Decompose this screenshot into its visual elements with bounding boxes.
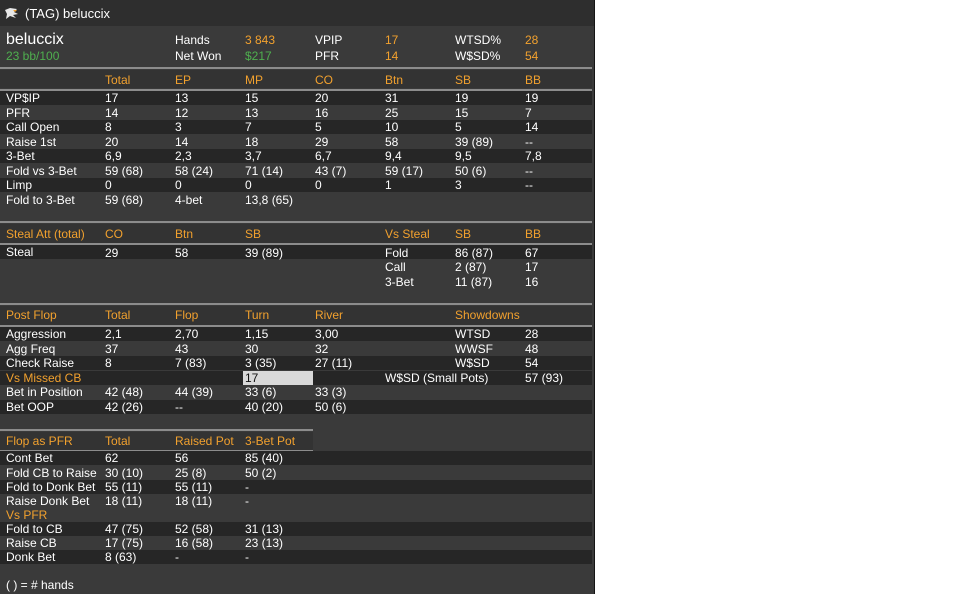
- vs-pfr-cell: 23 (13): [245, 536, 284, 550]
- preflop-cell: 1: [385, 178, 392, 192]
- row-stripe: [0, 356, 592, 370]
- postflop-cell: 33 (3): [315, 385, 347, 399]
- postflop-cell: 50 (6): [315, 400, 347, 414]
- row-stripe: [0, 149, 592, 163]
- preflop-cell: 8: [105, 120, 112, 134]
- steal-cell: 29: [105, 246, 119, 260]
- flop-pfr-cell: 50 (2): [245, 466, 277, 480]
- vpip-value: 17: [385, 33, 399, 47]
- preflop-cell: 25: [385, 106, 399, 120]
- postflop-col-header: River: [315, 308, 344, 322]
- preflop-cell: 43 (7): [315, 164, 347, 178]
- preflop-cell: 0: [105, 178, 112, 192]
- postflop-cell: 30: [245, 342, 259, 356]
- preflop-col-header: BB: [525, 73, 542, 87]
- preflop-cell: 14: [525, 120, 539, 134]
- player-name: beluccix: [6, 31, 64, 48]
- row-stripe: [0, 245, 592, 259]
- missed-cb-value: 17: [245, 371, 259, 385]
- preflop-cell: 17: [105, 91, 119, 105]
- preflop-cell: 16: [315, 106, 329, 120]
- wtsd-value: 28: [525, 33, 539, 47]
- postflop-row-label: Check Raise: [6, 356, 75, 370]
- preflop-cell: 29: [315, 135, 329, 149]
- vs-pfr-cell: 47 (75): [105, 522, 144, 536]
- vs-steal-cell: 11 (87): [455, 275, 493, 289]
- steal-cell: 39 (89): [245, 246, 284, 260]
- flop-pfr-row-label: Fold to Donk Bet: [6, 480, 96, 494]
- postflop-cell: 42 (26): [105, 400, 144, 414]
- preflop-cell: 14: [175, 135, 189, 149]
- flop-pfr-cell: 18 (11): [175, 494, 213, 508]
- vs-steal-header: Vs Steal: [385, 227, 430, 241]
- preflop-cell: 10: [385, 120, 399, 134]
- vs-pfr-row-label: Raise CB: [6, 536, 57, 550]
- preflop-cell: 15: [455, 106, 469, 120]
- flop-pfr-cell: 62: [105, 451, 119, 465]
- hands-label: Hands: [175, 33, 210, 47]
- preflop-cell: 14: [105, 106, 119, 120]
- showdown-label: WWSF: [455, 342, 493, 356]
- flop-pfr-col-header: 3-Bet Pot: [245, 434, 296, 448]
- preflop-row-label: PFR: [6, 106, 30, 120]
- postflop-cell: 27 (11): [315, 356, 353, 370]
- preflop-cell: 3: [455, 178, 462, 192]
- vs-steal-row-label: Fold: [385, 246, 409, 260]
- flop-pfr-col-header: Total: [105, 434, 131, 448]
- preflop-cell: 5: [315, 120, 322, 134]
- steal-row-label: Steal: [6, 245, 34, 259]
- row-stripe: [0, 522, 592, 536]
- row-stripe: [0, 91, 592, 105]
- preflop-cell: 71 (14): [245, 164, 284, 178]
- steal-col-header: SB: [245, 227, 262, 241]
- vs-pfr-cell: 8 (63): [105, 550, 137, 564]
- preflop-row-label: 3-Bet: [6, 149, 35, 163]
- flop-pfr-cell: -: [245, 480, 249, 494]
- preflop-col-header: MP: [245, 73, 263, 87]
- showdown-label: W$SD: [455, 356, 490, 370]
- preflop-cell: 2,3: [175, 149, 192, 163]
- showdown-value: 48: [525, 342, 539, 356]
- preflop-row-label: Call Open: [6, 120, 60, 134]
- flop-pfr-row-label: Cont Bet: [6, 451, 53, 465]
- flop-pfr-cell: 55 (11): [175, 480, 213, 494]
- preflop-cell: 50 (6): [455, 164, 487, 178]
- preflop-cell: 5: [455, 120, 462, 134]
- row-stripe: [0, 178, 592, 192]
- preflop-row-label: Limp: [6, 178, 33, 192]
- row-stripe: [0, 451, 592, 465]
- section-divider: [0, 67, 592, 69]
- postflop-row-label: Aggression: [6, 327, 67, 341]
- showdowns-header: Showdowns: [455, 308, 520, 322]
- postflop-row-label: Bet OOP: [6, 400, 55, 414]
- vs-steal-cell: 86 (87): [455, 246, 494, 260]
- title-bar[interactable]: [0, 0, 594, 26]
- vs-steal-cell: 67: [525, 246, 539, 260]
- postflop-row-label: Agg Freq: [6, 342, 56, 356]
- section-divider: [0, 221, 592, 223]
- flop-pfr-cell: 55 (11): [105, 480, 143, 494]
- vs-pfr-row-label: Fold to CB: [6, 522, 63, 536]
- preflop-cell: 18: [245, 135, 259, 149]
- preflop-cell: 0: [315, 178, 322, 192]
- postflop-cell: 32: [315, 342, 329, 356]
- vs-pfr-cell: 31 (13): [245, 522, 284, 536]
- preflop-cell: 0: [245, 178, 252, 192]
- postflop-cell: 3,00: [315, 327, 339, 341]
- vs-pfr-cell: -: [245, 550, 249, 564]
- vs-pfr-label: Vs PFR: [6, 508, 48, 522]
- vs-pfr-cell: 16 (58): [175, 536, 214, 550]
- postflop-col-header: Flop: [175, 308, 199, 322]
- postflop-cell: 2,1: [105, 327, 122, 341]
- preflop-cell: 19: [525, 91, 539, 105]
- window-title: (TAG) beluccix: [25, 6, 110, 21]
- preflop-row-label: Fold vs 3-Bet: [6, 164, 77, 178]
- preflop-cell: 7: [245, 120, 252, 134]
- header-band: [0, 224, 592, 244]
- vs-pfr-row-label: Donk Bet: [6, 550, 56, 564]
- postflop-cell: 42 (48): [105, 385, 144, 399]
- vs-steal-row-label: Call: [385, 260, 406, 274]
- vs-pfr-cell: 52 (58): [175, 522, 214, 536]
- vpip-label: VPIP: [315, 33, 343, 47]
- preflop-cell: 3,7: [245, 149, 262, 163]
- postflop-cell: 44 (39): [175, 385, 214, 399]
- vs-pfr-cell: -: [175, 550, 179, 564]
- preflop-col-header: CO: [315, 73, 333, 87]
- postflop-cell: 3 (35): [245, 356, 277, 370]
- steal-header: Steal Att (total): [6, 227, 85, 241]
- wtsd-label: WTSD%: [455, 33, 501, 47]
- postflop-cell: 7 (83): [175, 356, 207, 370]
- postflop-cell: 8: [105, 356, 112, 370]
- flop-pfr-cell: 18 (11): [105, 494, 143, 508]
- vs-steal-row-label: 3-Bet: [385, 275, 414, 289]
- netwon-label: Net Won: [175, 49, 222, 63]
- postflop-cell: --: [175, 400, 183, 414]
- flop-pfr-col-header: Raised Pot: [175, 434, 234, 448]
- player-winrate: 23 bb/100: [6, 49, 60, 63]
- preflop-cell: 7: [525, 106, 532, 120]
- preflop-col-header: SB: [455, 73, 472, 87]
- showdown-value: 54: [525, 356, 539, 370]
- flop-pfr-cell: 85 (40): [245, 451, 284, 465]
- postflop-cell: 40 (20): [245, 400, 284, 414]
- postflop-cell: 43: [175, 342, 189, 356]
- postflop-cell: 1,15: [245, 327, 269, 341]
- flop-pfr-cell: 56: [175, 451, 189, 465]
- preflop-cell: 20: [315, 91, 329, 105]
- pfr-label: PFR: [315, 49, 339, 63]
- section-divider: [0, 429, 313, 431]
- wsd-label: W$SD%: [455, 49, 501, 63]
- preflop-cell: --: [525, 164, 533, 178]
- showdown-label: WTSD: [455, 327, 491, 341]
- preflop-row-label: Fold to 3-Bet: [6, 193, 75, 207]
- postflop-cell: 37: [105, 342, 119, 356]
- hands-value: 3 843: [245, 33, 276, 47]
- vs-missed-cb-label: Vs Missed CB: [6, 371, 82, 385]
- vs-pfr-cell: 17 (75): [105, 536, 144, 550]
- preflop-cell: 59 (68): [105, 164, 144, 178]
- postflop-header: Post Flop: [6, 308, 57, 322]
- netwon-value: $217: [245, 49, 272, 63]
- preflop-cell: 13: [245, 106, 259, 120]
- preflop-cell: 12: [175, 106, 189, 120]
- preflop-cell: 15: [245, 91, 259, 105]
- preflop-cell: 58: [385, 135, 399, 149]
- preflop-cell: 19: [455, 91, 469, 105]
- preflop-cell: 39 (89): [455, 135, 494, 149]
- preflop-cell: --: [525, 178, 533, 192]
- row-stripe: [0, 550, 592, 564]
- preflop-cell: 58 (24): [175, 164, 214, 178]
- wsd-value: 54: [525, 49, 539, 63]
- preflop-cell: 6,9: [105, 149, 122, 163]
- row-stripe: [0, 400, 592, 414]
- preflop-cell: 20: [105, 135, 119, 149]
- row-stripe: [0, 327, 592, 341]
- vs-steal-col-header: BB: [525, 227, 542, 241]
- preflop-cell: 9,4: [385, 149, 402, 163]
- steal-col-header: CO: [105, 227, 123, 241]
- pfr-value: 14: [385, 49, 399, 63]
- vs-steal-col-header: SB: [455, 227, 472, 241]
- preflop-col-header: Btn: [385, 73, 404, 87]
- footer-note: ( ) = # hands: [6, 578, 74, 592]
- postflop-cell: 2,70: [175, 327, 199, 341]
- postflop-cell: 33 (6): [245, 385, 277, 399]
- preflop-col-header: EP: [175, 73, 192, 87]
- flop-pfr-cell: 25 (8): [175, 466, 207, 480]
- flop-pfr-row-label: Fold CB to Raise: [6, 466, 97, 480]
- preflop-cell: 59 (17): [385, 164, 424, 178]
- header-band: [0, 70, 592, 88]
- row-stripe: [0, 120, 592, 134]
- section-divider: [0, 303, 592, 305]
- preflop-cell: 13: [175, 91, 189, 105]
- showdown-value: 57 (93): [525, 371, 564, 385]
- preflop-cell: 4-bet: [175, 193, 203, 207]
- preflop-cell: 7,8: [525, 149, 542, 163]
- preflop-cell: 13,8 (65): [245, 193, 294, 207]
- vs-steal-cell: 16: [525, 275, 539, 289]
- preflop-row-label: VP$IP: [6, 91, 41, 105]
- postflop-col-header: Turn: [245, 308, 270, 322]
- preflop-cell: 9,5: [455, 149, 472, 163]
- preflop-cell: --: [525, 135, 533, 149]
- preflop-col-header: Total: [105, 73, 131, 87]
- preflop-row-label: Raise 1st: [6, 135, 57, 149]
- vs-steal-cell: 2 (87): [455, 260, 487, 274]
- steal-col-header: Btn: [175, 227, 194, 241]
- flop-pfr-cell: -: [245, 494, 249, 508]
- flop-pfr-header: Flop as PFR: [6, 434, 73, 448]
- preflop-cell: 6,7: [315, 149, 332, 163]
- preflop-cell: 0: [175, 178, 182, 192]
- steal-cell: 58: [175, 246, 189, 260]
- vs-steal-cell: 17: [525, 260, 539, 274]
- preflop-cell: 59 (68): [105, 193, 144, 207]
- eagle-icon: [4, 6, 19, 21]
- preflop-cell: 31: [385, 91, 399, 105]
- showdown-value: 28: [525, 327, 539, 341]
- preflop-cell: 3: [175, 120, 182, 134]
- showdown-label: W$SD (Small Pots): [385, 371, 489, 385]
- flop-pfr-cell: 30 (10): [105, 466, 144, 480]
- postflop-col-header: Total: [105, 308, 131, 322]
- flop-pfr-row-label: Raise Donk Bet: [6, 494, 90, 508]
- postflop-row-label: Bet in Position: [6, 385, 83, 399]
